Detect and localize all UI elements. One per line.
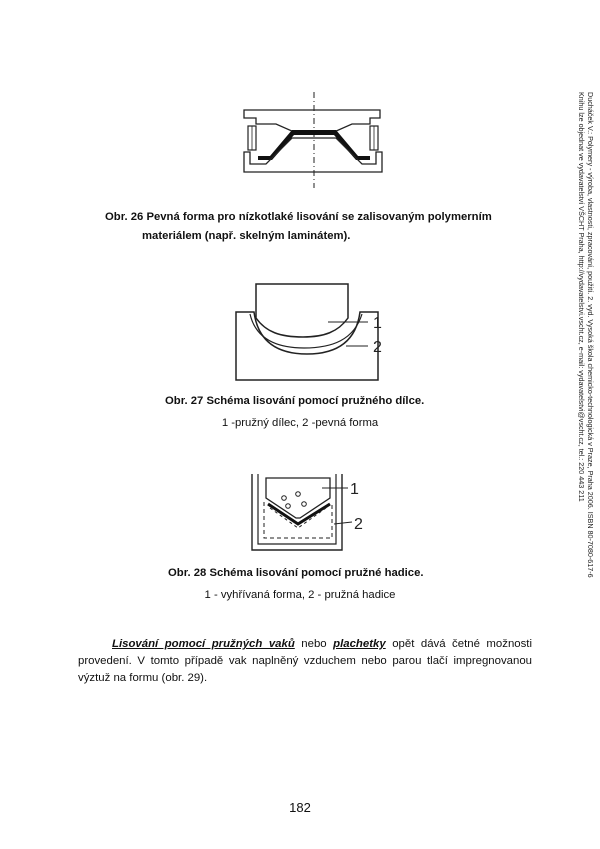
sidebar-citation-line1: Ducháček V.: Polymery - výroba, vlastnosti, zpracování, použití. 2. vyd. Vysoká škola chemicko-technologická v Praze, Praha 2006. ISBN 80-7080-617-6	[586, 92, 595, 578]
paragraph-rest: opět dává četné možnosti provedení. V tomto případě vak naplněný vzduchem nebo parou tlačí impregnovanou výztuž na formu (obr. 29).	[78, 638, 533, 684]
sidebar-citation	[577, 92, 595, 652]
figure-28-elastic-hose-diagram	[250, 472, 380, 552]
figure-27-label-2: 2	[373, 339, 382, 356]
figure-28-caption: Obr. 28 Schéma lisování pomocí pružné hadice.	[168, 567, 424, 579]
figure-26-caption	[105, 208, 525, 246]
figure-27-elastic-part-diagram	[228, 282, 398, 382]
figure-26-mold-diagram	[236, 92, 386, 188]
term-elastic-bags: Lisování pomocí pružných vaků	[112, 638, 295, 650]
figure-28-subcaption: 1 - vyhřívaná forma, 2 - pružná hadice	[204, 589, 396, 601]
term-sheet: plachetky	[333, 638, 386, 650]
body-paragraph	[78, 636, 532, 687]
sidebar-citation-line2: Knihu lze objednat ve vydavatelství VŠCHT Praha, http://vydavatelstvi.vscht.cz, e-mail: vydavatelstvi@vscht.cz, tel.: 220 443 211	[577, 92, 586, 502]
page-number: 182	[289, 800, 311, 815]
figure-26-caption-line2: materiálem (např. skelným laminátem).	[142, 230, 351, 242]
paragraph-or: nebo	[294, 638, 334, 650]
figure-27-caption: Obr. 27 Schéma lisování pomocí pružného dílce.	[165, 395, 425, 407]
figure-27-label-1: 1	[373, 315, 382, 332]
figure-28-label-1: 1	[350, 481, 359, 498]
figure-28-label-2: 2	[354, 516, 363, 533]
figure-26-caption-line1: Obr. 26 Pevná forma pro nízkotlaké lisování se zalisovaným polymerním	[105, 211, 492, 223]
figure-27-subcaption: 1 -pružný dílec, 2 -pevná forma	[221, 417, 379, 429]
